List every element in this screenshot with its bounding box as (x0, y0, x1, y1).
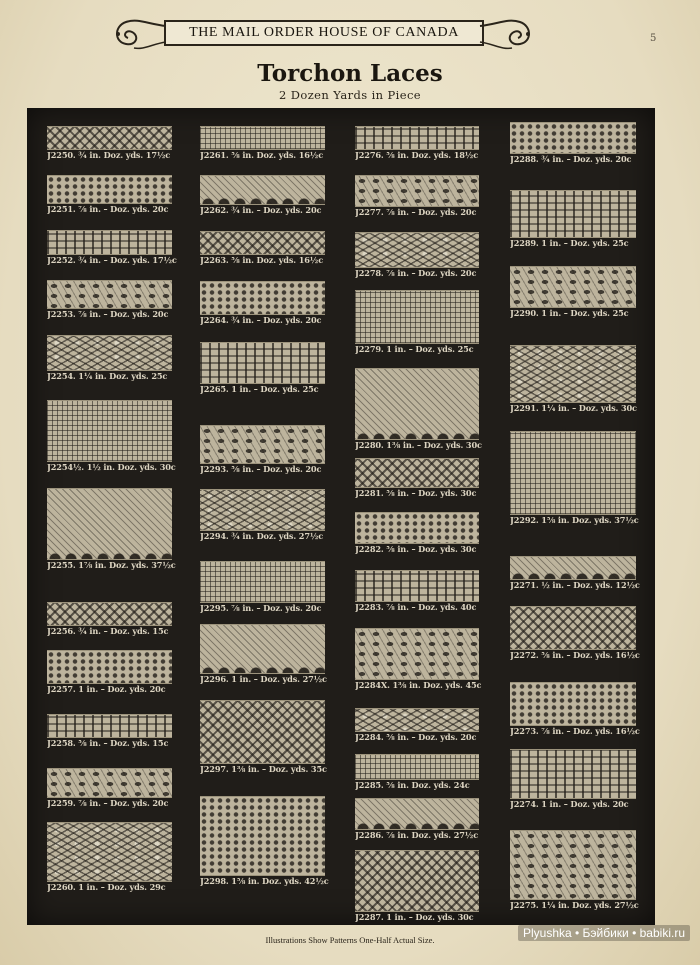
lace-label: J2279. 1 in. – Doz. yds. 25c (355, 344, 474, 354)
lace-item (200, 342, 325, 394)
lace-item (355, 126, 479, 160)
lace-label: J2255. 1⅞ in. Doz. yds. 37½c (47, 560, 176, 570)
lace-item (510, 606, 640, 660)
lace-item (355, 570, 479, 612)
lace-label: J2258. ⅝ in. – Doz. yds. 15c (47, 738, 169, 748)
lace-item (47, 335, 172, 381)
lace-item (355, 708, 479, 742)
lace-label: J2263. ⅝ in. Doz. yds. 16½c (200, 255, 324, 265)
lace-item (47, 230, 177, 265)
lace-swatch (47, 488, 172, 560)
lace-item (47, 126, 172, 160)
lace-item (47, 488, 176, 570)
lace-item (355, 628, 482, 690)
lace-swatch (510, 749, 636, 799)
lace-item (200, 796, 329, 886)
lace-label: J2271. ½ in. – Doz. yds. 12½c (510, 580, 640, 590)
lace-swatch (355, 850, 479, 912)
lace-swatch (510, 190, 636, 238)
lace-label: J2284X. 1⅜ in. Doz. yds. 45c (355, 680, 482, 690)
page-number: 5 (650, 33, 657, 44)
lace-label: J2294. ¾ in. Doz. yds. 27½c (200, 531, 324, 541)
lace-item (47, 280, 172, 319)
lace-swatch (355, 628, 479, 680)
lace-swatch (47, 230, 172, 255)
lace-swatch (510, 606, 636, 650)
lace-label: J2250. ¾ in. Doz. yds. 17½c (47, 150, 171, 160)
page-subtitle: 2 Dozen Yards in Piece (278, 88, 422, 102)
page-title: Torchon Laces (257, 60, 443, 87)
lace-swatch (47, 650, 172, 684)
lace-label: J2264. ¾ in. – Doz. yds. 20c (200, 315, 322, 325)
lace-swatch (355, 512, 479, 544)
lace-item (355, 290, 479, 354)
lace-label: J2276. ⅝ in. Doz. yds. 18½c (355, 150, 479, 160)
lace-swatch (200, 489, 325, 531)
lace-swatch (200, 175, 325, 205)
lace-swatch (47, 335, 172, 371)
footer-note: Illustrations Show Patterns One-Half Actual Size. (265, 935, 435, 945)
lace-label: J2292. 1⅝ in. Doz. yds. 37½c (510, 515, 639, 525)
lace-swatch (47, 400, 172, 462)
lace-label: J2252. ¾ in. – Doz. yds. 17½c (47, 255, 177, 265)
lace-swatch (355, 458, 479, 488)
lace-item (355, 368, 482, 450)
lace-item (200, 126, 325, 160)
lace-swatch (510, 431, 636, 515)
lace-item (47, 175, 172, 214)
lace-swatch (355, 175, 479, 207)
lace-swatch (200, 700, 325, 764)
lace-swatch (47, 175, 172, 204)
lace-label: J2261. ⅝ in. Doz. yds. 16½c (200, 150, 324, 160)
lace-swatch (47, 714, 172, 738)
lace-swatch (47, 126, 172, 150)
lace-swatch (510, 682, 636, 726)
lace-swatch (510, 830, 636, 900)
lace-item (47, 822, 172, 892)
lace-label: J2260. 1 in. – Doz. yds. 29c (47, 882, 166, 892)
lace-swatch (355, 798, 479, 830)
lace-swatch (510, 122, 636, 154)
lace-label: J2295. ⅞ in. – Doz. yds. 20c (200, 603, 322, 613)
lace-swatch (200, 425, 325, 464)
banner-text: THE MAIL ORDER HOUSE OF CANADA (189, 25, 459, 40)
lace-item (200, 700, 327, 774)
lace-label: J2280. 1⅜ in. – Doz. yds. 30c (355, 440, 482, 450)
lace-label: J2257. 1 in. – Doz. yds. 20c (47, 684, 166, 694)
lace-item (47, 714, 172, 748)
lace-swatch (510, 556, 636, 580)
lace-swatch (200, 281, 325, 315)
lace-label: J2298. 1⅝ in. Doz. yds. 42½c (200, 876, 329, 886)
lace-item (510, 830, 639, 910)
lace-swatch (47, 602, 172, 626)
lace-label: J2254½. 1½ in. Doz. yds. 30c (47, 462, 176, 472)
lace-item (510, 122, 636, 164)
lace-item (200, 231, 325, 265)
lace-item (47, 650, 172, 694)
lace-label: J2289. 1 in. – Doz. yds. 25c (510, 238, 629, 248)
lace-item (510, 556, 640, 590)
lace-swatch (510, 266, 636, 308)
lace-item (355, 798, 479, 840)
lace-swatch (355, 754, 479, 780)
lace-swatch (47, 280, 172, 309)
scroll-ornament-right-icon (478, 14, 538, 54)
lace-swatch (355, 368, 479, 440)
lace-item (200, 281, 325, 325)
lace-label: J2286. ⅞ in. Doz. yds. 27½c (355, 830, 479, 840)
lace-label: J2254. 1¼ in. Doz. yds. 25c (47, 371, 168, 381)
lace-item (510, 431, 639, 525)
lace-label: J2272. ⅝ in. – Doz. yds. 16½c (510, 650, 640, 660)
watermark: Plyushka • Бэйбики • babiki.ru (518, 925, 690, 941)
lace-label: J2287. 1 in. – Doz. yds. 30c (355, 912, 474, 922)
lace-swatch (47, 768, 172, 798)
lace-item (510, 682, 640, 736)
lace-swatch (355, 232, 479, 268)
header-banner (108, 14, 538, 54)
lace-item (47, 400, 176, 472)
lace-swatch (200, 126, 325, 150)
lace-item (200, 175, 325, 215)
lace-item (200, 561, 325, 613)
lace-label: J2278. ⅞ in. – Doz. yds. 20c (355, 268, 477, 278)
lace-label: J2275. 1¼ in. Doz. yds. 27½c (510, 900, 639, 910)
lace-swatch (47, 822, 172, 882)
lace-label: J2288. ¾ in. – Doz. yds. 20c (510, 154, 632, 164)
lace-label: J2282. ⅝ in. – Doz. yds. 30c (355, 544, 477, 554)
lace-label: J2285. ⅝ in. Doz. yds. 24c (355, 780, 470, 790)
lace-item (200, 425, 325, 474)
lace-label: J2277. ⅞ in. – Doz. yds. 20c (355, 207, 477, 217)
lace-item (47, 768, 172, 808)
lace-label: J2297. 1⅜ in. – Doz. yds. 35c (200, 764, 327, 774)
lace-swatch (355, 708, 479, 732)
lace-item (200, 489, 325, 541)
lace-label: J2281. ⅝ in. – Doz. yds. 30c (355, 488, 477, 498)
lace-item (510, 266, 636, 318)
lace-label: J2251. ⅞ in. – Doz. yds. 20c (47, 204, 169, 214)
lace-item (510, 190, 636, 248)
lace-swatch (200, 796, 325, 876)
scroll-ornament-left-icon (108, 14, 168, 54)
lace-swatch (355, 570, 479, 602)
lace-label: J2273. ⅞ in. – Doz. yds. 16½c (510, 726, 640, 736)
lace-item (47, 602, 172, 636)
lace-label: J2259. ⅞ in. – Doz. yds. 20c (47, 798, 169, 808)
lace-label: J2296. 1 in. – Doz. yds. 27½c (200, 674, 327, 684)
lace-label: J2256. ¾ in. – Doz. yds. 15c (47, 626, 169, 636)
lace-label: J2293. ⅝ in. – Doz. yds. 20c (200, 464, 322, 474)
lace-label: J2253. ⅞ in. – Doz. yds. 20c (47, 309, 169, 319)
lace-item (355, 175, 479, 217)
lace-swatch (200, 624, 325, 674)
lace-item (355, 512, 479, 554)
lace-swatch (200, 342, 325, 384)
lace-label: J2291. 1¼ in. – Doz. yds. 30c (510, 403, 637, 413)
lace-label: J2265. 1 in. – Doz. yds. 25c (200, 384, 319, 394)
lace-label: J2284. ⅝ in. – Doz. yds. 20c (355, 732, 477, 742)
lace-item (510, 749, 636, 809)
lace-item (355, 754, 479, 790)
lace-label: J2290. 1 in. – Doz. yds. 25c (510, 308, 629, 318)
lace-swatch (510, 345, 636, 403)
lace-swatch (355, 126, 479, 150)
lace-label: J2274. 1 in. – Doz. yds. 20c (510, 799, 629, 809)
lace-label: J2262. ¾ in. – Doz. yds. 20c (200, 205, 322, 215)
lace-swatch (200, 561, 325, 603)
lace-item (355, 458, 479, 498)
lace-item (355, 232, 479, 278)
lace-label: J2283. ⅞ in. – Doz. yds. 40c (355, 602, 477, 612)
banner-plate (164, 20, 484, 46)
lace-item (355, 850, 479, 922)
lace-swatch (200, 231, 325, 255)
lace-item (200, 624, 327, 684)
lace-swatch (355, 290, 479, 344)
lace-catalog-board (27, 108, 655, 925)
lace-item (510, 345, 637, 413)
